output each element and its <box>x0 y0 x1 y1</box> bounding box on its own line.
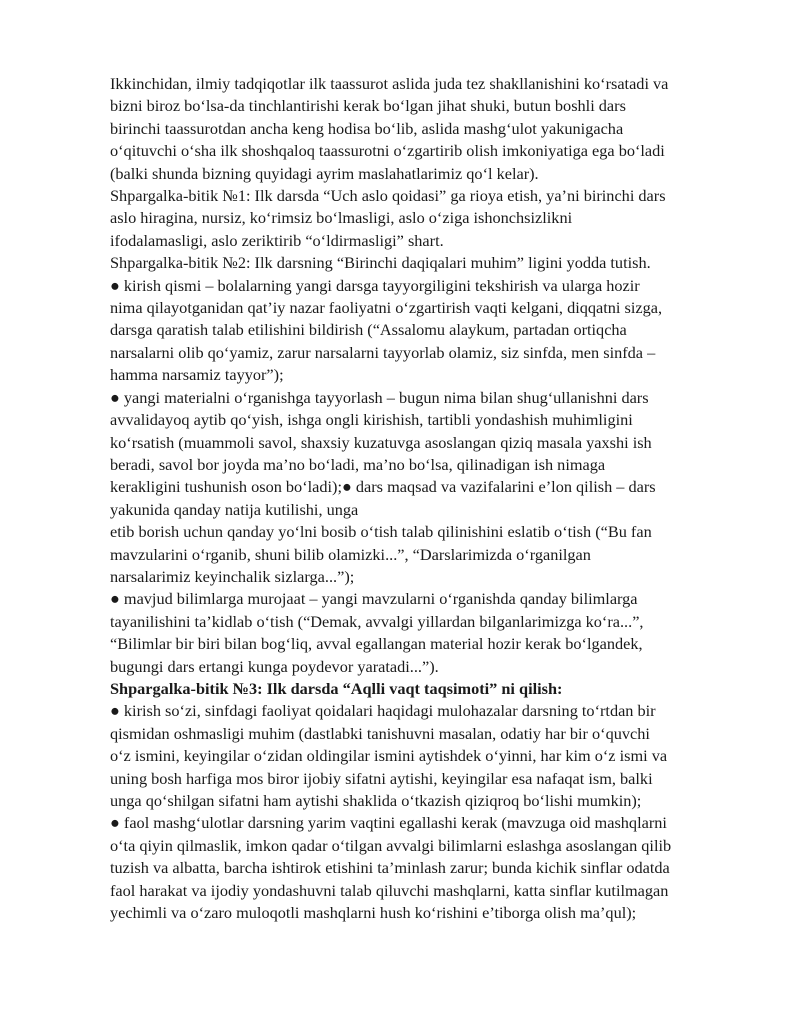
paragraph-line: tuzish va albatta, barcha ishtirok etishini ta’minlash zarur; bunda kichik sinflar odatda <box>110 858 670 878</box>
paragraph-line: narsalarni olib qoʻyamiz, zarur narsalarni tayyorlab olamiz, siz sinfda, men sinfda – <box>110 342 656 362</box>
paragraph-line: qismidan oshmasligi muhim (dastlabki tanishuvni masalan, odatiy har bir oʻquvchi <box>110 723 650 743</box>
paragraph-line: narsalarimiz keyinchalik sizlarga...”); <box>110 566 355 586</box>
paragraph-line: unga qoʻshilgan sifatni ham aytishi shaklida oʻtkazish qiziqroq boʻlishi mumkin); <box>110 791 642 810</box>
paragraph-line: oʻqituvchi oʻsha ilk shoshqaloq taassurotni oʻzgartirib olish imkoniyatiga ega boʻladi <box>110 141 665 161</box>
paragraph-line: koʻrsatish (muammoli savol, shaxsiy kuzatuvga asoslangan qiziq masala yaxshi ish <box>110 432 652 452</box>
paragraph-line: Shpargalka-bitik №2: Ilk darsning “Birinchi daqiqalari muhim” ligini yodda tutish. <box>110 253 651 273</box>
paragraph-line: “Bilimlar bir biri bilan bogʻliq, avval egallangan material hozir kerak boʻlgandek, <box>110 634 643 654</box>
paragraph-line: faol harakat va ijodiy yondashuvni talab qiluvchi mashqlarni, katta sinflar kutilmagan <box>110 880 669 900</box>
paragraph-line: nima qilayotganidan qat’iy nazar faoliyatni oʻzgartirish vaqti kelgani, diqqatni sizga, <box>110 298 663 318</box>
paragraph-line: ● yangi materialni oʻrganishga tayyorlash – bugun nima bilan shugʻullanishni dars <box>110 387 649 407</box>
paragraph-line: ifodalamasligi, aslo zeriktirib “oʻldirmasligi” shart. <box>110 230 444 250</box>
paragraph-line: darsga qaratish talab etilishini bildirish (“Assalomu alaykum, partadan ortiqcha <box>110 320 627 340</box>
paragraph-line: tayanilishini ta’kidlab oʻtish (“Demak, avvalgi yillardan bilganlarimizga koʻra...”, <box>110 611 644 631</box>
paragraph-line: uning bosh harfiga mos biror ijobiy sifatni aytishi, keyingilar esa nafaqat ism, balki <box>110 768 653 788</box>
paragraph-line: ● kirish soʻzi, sinfdagi faoliyat qoidalari haqidagi mulohazalar darsning toʻrtdan bir <box>110 701 656 721</box>
paragraph-line: kerakligini tushunish oson boʻladi);● dars maqsad va vazifalarini e’lon qilish – dars <box>110 477 656 497</box>
paragraph-line: avvalidayoq aytib qoʻyish, ishga ongli kirishish, tartibli yondashish muhimligini <box>110 410 633 430</box>
document-page <box>110 73 750 924</box>
section-heading-line: Shpargalka-bitik №3: Ilk darsda “Aqlli vaqt taqsimoti” ni qilish: <box>110 678 563 698</box>
paragraph-line: Shpargalka-bitik №1: Ilk darsda “Uch aslo qoidasi” ga rioya etish, ya’ni birinchi dars <box>110 186 666 206</box>
paragraph-line: oʻz ismini, keyingilar oʻzidan oldingilar ismini aytishdek oʻyinni, har kim oʻz ismi va <box>110 746 668 766</box>
paragraph-line: ● kirish qismi – bolalarning yangi darsga tayyorgiligini tekshirish va ularga hozir <box>110 275 640 295</box>
paragraph-line: etib borish uchun qanday yoʻlni bosib oʻtish talab qilinishini eslatib oʻtish (“Bu fan <box>110 522 652 542</box>
paragraph-line: mavzularini oʻrganib, shuni bilib olamizki...”, “Darslarimizda oʻrganilgan <box>110 544 591 564</box>
paragraph-line: beradi, savol bor joyda ma’no boʻladi, ma’no boʻlsa, qilinadigan ish nimaga <box>110 454 606 474</box>
paragraph-line: Ikkinchidan, ilmiy tadqiqotlar ilk taassurot aslida juda tez shakllanishini koʻrsatadi va <box>110 74 669 93</box>
paragraph-line: oʻta qiyin qilmaslik, imkon qadar oʻtilgan avvalgi bilimlarni eslashga asoslangan qilib <box>110 835 672 855</box>
paragraph-line: hamma narsamiz tayyor”); <box>110 365 284 385</box>
paragraph-line: bugungi dars ertangi kunga poydevor yaratadi...”). <box>110 656 439 676</box>
paragraph-line: ● faol mashgʻulotlar darsning yarim vaqtini egallashi kerak (mavzuga oid mashqlarni <box>110 813 667 833</box>
paragraph-line: ● mavjud bilimlarga murojaat – yangi mavzularni oʻrganishda qanday bilimlarga <box>110 589 638 609</box>
paragraph-line: yakunida qanday natija kutilishi, unga <box>110 499 359 519</box>
paragraph-line: birinchi taassurotdan ancha keng hodisa boʻlib, aslida mashgʻulot yakunigacha <box>110 118 624 138</box>
paragraph-line: yechimli va oʻzaro muloqotli mashqlarni hush koʻrishini e’tiborga olish ma’qul); <box>110 903 637 923</box>
paragraph-line: bizni biroz boʻlsa-da tinchlantirishi kerak boʻlgan jihat shuki, butun boshli dars <box>110 96 626 116</box>
paragraph-line: (balki shunda bizning quyidagi ayrim maslahatlarimiz qoʻl kelar). <box>110 163 539 183</box>
paragraph-line: aslo hiragina, nursiz, koʻrimsiz boʻlmasligi, aslo oʻziga ishonchsizlikni <box>110 208 573 228</box>
